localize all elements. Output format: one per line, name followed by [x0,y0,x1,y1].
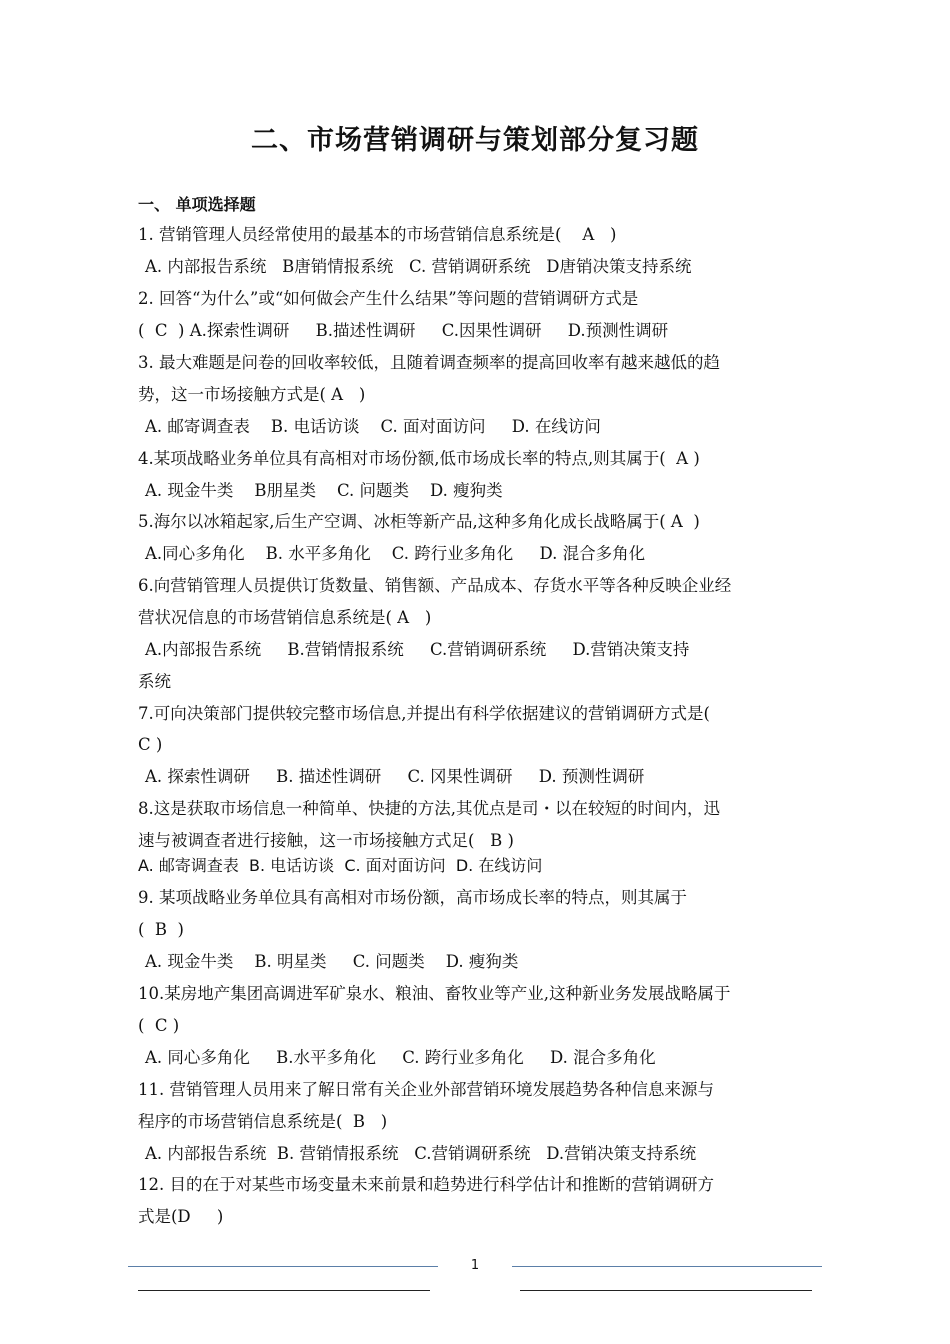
option-line: A. 邮寄调查表 B. 电话访谈 C. 面对面访问 D. 在线访问 [138,856,543,875]
question-line: 营状况信息的市场营销信息系统是( A ) [138,608,432,627]
option-line: A. 内部报告系统 B唐销情报系统 C. 营销调研系统 D唐销决策支持系统 [145,257,692,276]
question-line: 10.某房地产集团高调进军矿泉水、粮油、畜牧业等产业,这种新业务发展战略属于 [138,984,731,1003]
question-line: 12. 目的在于对某些市场变量未来前景和趋势进行科学估计和推断的营销调研方 [138,1175,714,1194]
question-line: 速与被调查者进行接触，这一市场接触方式足( B ) [138,831,514,850]
section-heading: 一、 单项选择题 [138,195,256,214]
footer-rule-bottom-right [520,1290,812,1291]
footer-rule-bottom-left [138,1290,430,1291]
question-line: 4.某项战略业务单位具有高相对市场份额,低市场成长率的特点,则其属于( A ) [138,449,700,468]
question-line: 8.这是获取市场信息一种简单、快捷的方法,其优点是司・以在较短的时间内，迅 [138,799,720,818]
question-line: 2. 回答“为什么”或“如何做会产生什么结果”等问题的营销调研方式是 [138,289,639,308]
option-line: A.内部报告系统 B.营销情报系统 C.营销调研系统 D.营销决策支持 [145,640,690,659]
question-line: 9. 某项战略业务单位具有高相对市场份额，高市场成长率的特点，则其属于 [138,888,687,907]
question-line: 势，这一市场接触方式是( A ) [138,385,366,404]
question-line: ( B ) [138,920,184,939]
option-line: A. 现金牛类 B朋星类 C. 问题类 D. 瘦狗类 [145,481,503,500]
question-line: 1. 营销管理人员经常使用的最基本的市场营销信息系统是( A ) [138,225,617,244]
question-line: 式是(D ) [138,1207,224,1226]
question-line: 7.可向决策部门提供较完整市场信息,并提出有科学依据建议的营销调研方式是( [138,704,710,723]
question-line: 程序的市场营销信息系统是( B ) [138,1112,388,1131]
question-line: C ) [138,735,163,754]
page-title: 二、市场营销调研与策划部分复习题 [251,125,699,156]
question-line: 6.向营销管理人员提供订货数量、销售额、产品成本、存货水平等各种反映企业经 [138,576,732,595]
option-line: A. 同心多角化 B.水平多角化 C. 跨行业多角化 D. 混合多角化 [145,1048,656,1067]
option-line: 系统 [138,672,171,691]
option-line: A. 内部报告系统 B. 营销情报系统 C.营销调研系统 D.营销决策支持系统 [145,1144,697,1163]
question-line: 11. 营销管理人员用来了解日常有关企业外部营销环境发展趋势各种信息来源与 [138,1080,714,1099]
option-line: A. 邮寄调查表 B. 电话访谈 C. 面对面访问 D. 在线访问 [145,417,601,436]
option-line: A. 探索性调研 B. 描述性调研 C. 冈果性调研 D. 预测性调研 [145,767,645,786]
question-line: ( C ) [138,1016,180,1035]
option-line: A. 现金牛类 B. 明星类 C. 问题类 D. 瘦狗类 [145,952,519,971]
question-line: 5.海尔以冰箱起家,后生产空调、冰柜等新产品,这种多角化成长战略属于( A ) [138,512,700,531]
option-line: ( C ) A.探索性调研 B.描述性调研 C.因果性调研 D.预测性调研 [138,321,669,340]
page-number: 1 [470,1258,480,1273]
option-line: A.同心多角化 B. 水平多角化 C. 跨行业多角化 D. 混合多角化 [145,544,646,563]
question-line: 3. 最大难题是问卷的回收率较低，且随着调查频率的提高回收率有越来越低的趋 [138,353,720,372]
